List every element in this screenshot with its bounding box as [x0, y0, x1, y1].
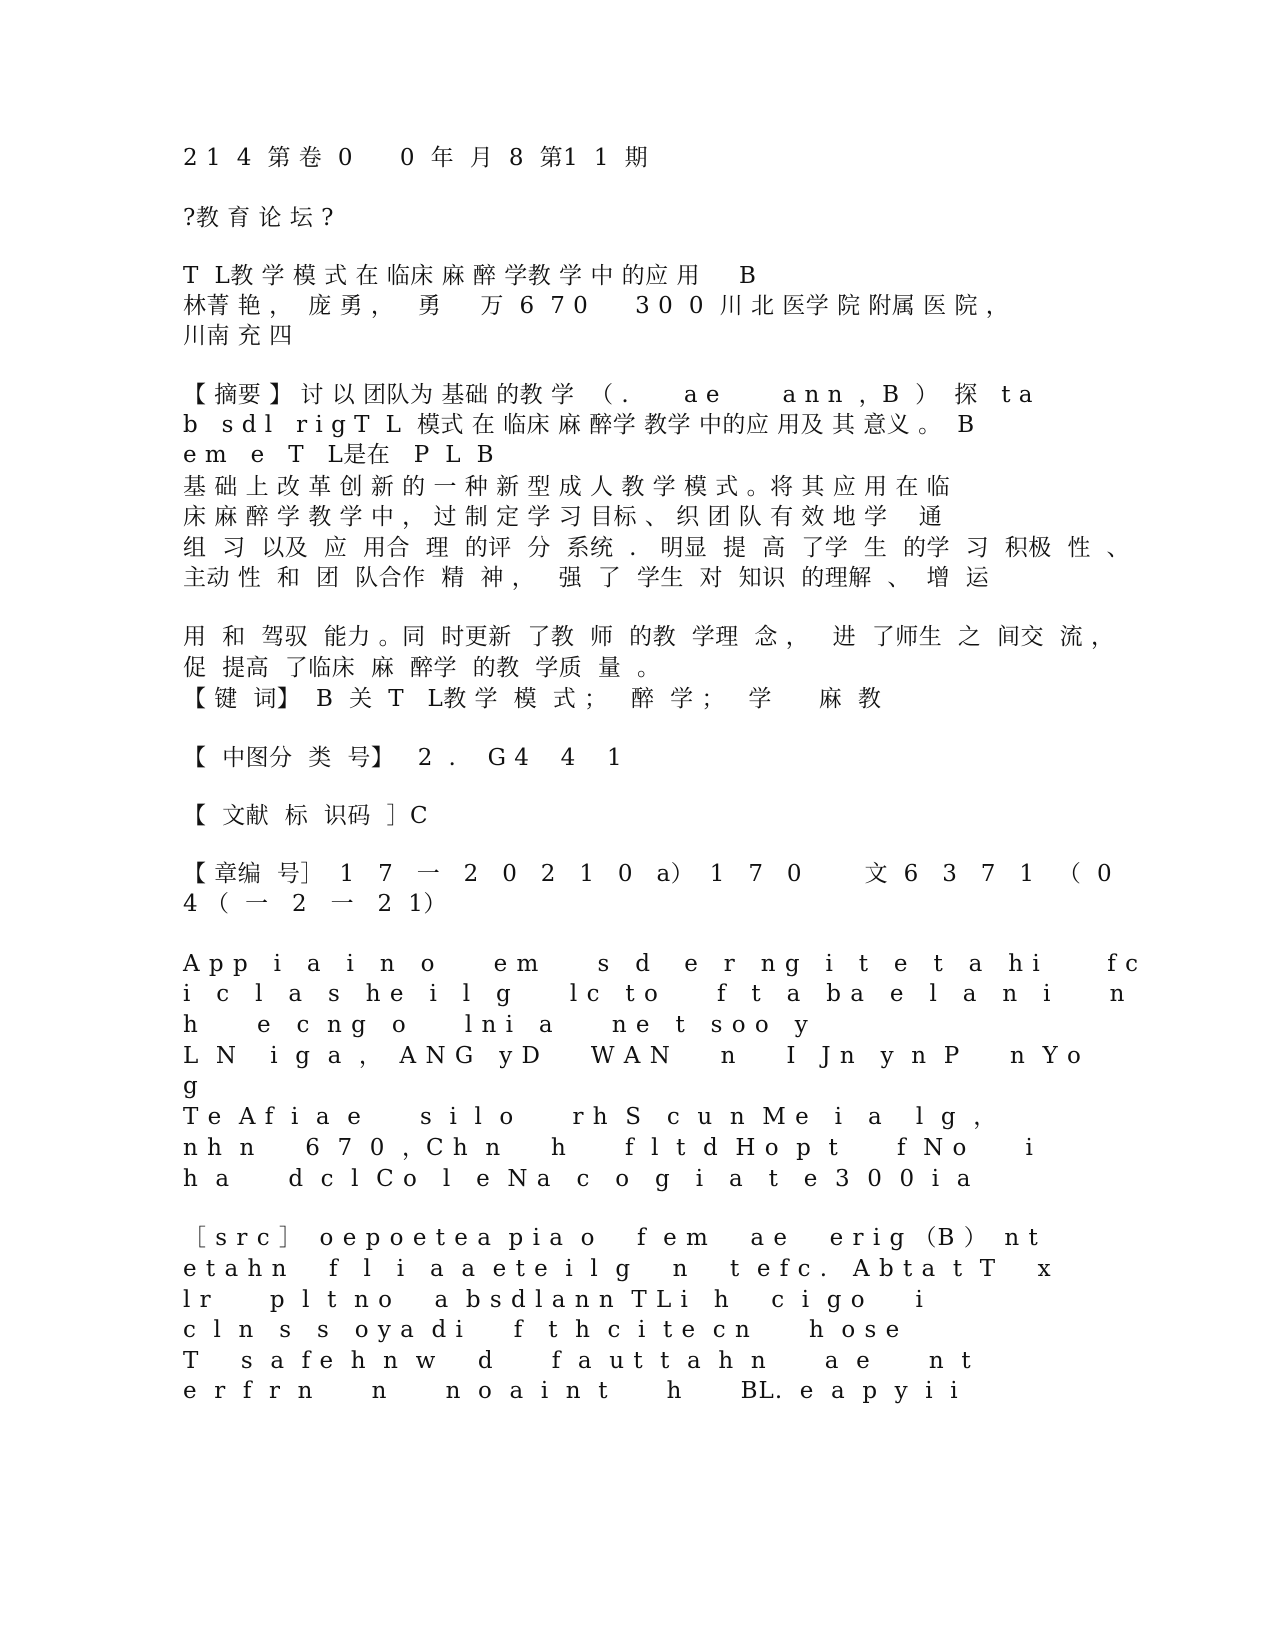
issue-line: 2 1 4 第 卷 0 0 年 月 8 第1 1 期 [183, 145, 649, 171]
english-title-line: h e c n g o l n i a n e t s o o y [183, 1012, 809, 1038]
english-authors-line: L N i g a ， A N G y D W A N n I J n y n P n Y o [183, 1043, 1082, 1069]
english-authors-line: g [183, 1073, 199, 1099]
abstract-line: 床 麻 醉 学 教 学 中 ， 过 制 定 学 习 目标 、 织 团 队 有 效 地 学 通 [183, 504, 943, 530]
abstract-line: 基 础 上 改 革 创 新 的 一 种 新 型 成 人 教 学 模 式 。将 其 应 用 在 临 [183, 474, 951, 500]
keywords-line: 【 键 词】 B 关 T L教 学 模 式 ； 醉 学 ； 学 麻 教 [183, 686, 882, 712]
abstract-line: b s d l r i g T L 模式 在 临床 麻 醉学 教学 中的应 用及 其 意义 。 B [183, 412, 975, 438]
abstract-line: 主动 性 和 团 队合作 精 神 ， 强 了 学生 对 知识 的理解 、 增 运 [183, 565, 990, 591]
english-abstract-line: T s a f e h n w d f a u t t a h n a e n t [183, 1348, 972, 1374]
english-abstract-line: c l n s s o y a d i f t h c i t e c n h o s e [183, 1317, 901, 1343]
english-abstract-line: e t a h n f l i a a e t e i l g n t e f c . A b t a t T x [183, 1256, 1052, 1282]
english-abstract-line: e r f r n n n o a i n t h BL. e a p y i i [183, 1378, 959, 1404]
english-title-line: i c l a s h e i l g l c t o f t a b a e l a n i n [183, 981, 1126, 1007]
english-abstract-line: l r p l t n o a b s d l a n n T L i h c i g o i [183, 1287, 924, 1313]
english-title-line: A p p i a i n o e m s d e r n g i t e t a h i f c [183, 951, 1139, 977]
article-number-line-1: 【 章编 号］ 1 7 一 2 0 2 1 0 a） 1 7 0 文 6 3 7 1 （ 0 [183, 861, 1113, 887]
article-number-line-2: 4 （ 一 2 一 2 1） [183, 891, 447, 917]
document-code: 【 文献 标 识码 ］C [183, 803, 429, 829]
english-abstract-line: ［ s r c ］ o e p o e t e a p i a o f e m a e e r i g （B ） n t [183, 1225, 1039, 1251]
abstract-line: 促 提高 了临床 麻 醉学 的教 学质 量 。 [183, 655, 661, 681]
english-affiliation-line: T e A f i a e s i l o r h S c u n M e i a l g ， [183, 1104, 998, 1130]
english-affiliation-line: h a d c l C o l e N a c o g i a t e 3 0 0 i a [183, 1166, 972, 1192]
abstract-line: e m e T L是在 P L B [183, 442, 495, 468]
authors-line-2: 川南 充 四 [183, 323, 293, 349]
authors-line-1: 林菁 艳 ， 庞 勇 ， 勇 万 6 7 0 3 0 0 川 北 医学 院 附属 医 院 ， [183, 293, 1010, 319]
article-title: T L教 学 模 式 在 临床 麻 醉 学教 学 中 的应 用 B [183, 263, 757, 289]
english-affiliation-line: n h n 6 7 0 ，C h n h f l t d H o p t f N o i [183, 1135, 1034, 1161]
abstract-line: 组 习 以及 应 用合 理 的评 分 系统 . 明显 提 高 了学 生 的学 习 积极 性 、 [183, 535, 1130, 561]
abstract-line: 【 摘要 】 讨 以 团队为 基础 的教 学 （ . a e a n n ，B ） 探 t a [183, 382, 1033, 408]
section-label: ?教 育 论 坛 ? [183, 205, 334, 231]
clc-number: 【 中图分 类 号】 2 . G 4 4 1 [183, 745, 623, 771]
abstract-line: 用 和 驾驭 能力 。同 时更新 了教 师 的教 学理 念 ， 进 了师生 之 间交 流 ， [183, 624, 1115, 650]
